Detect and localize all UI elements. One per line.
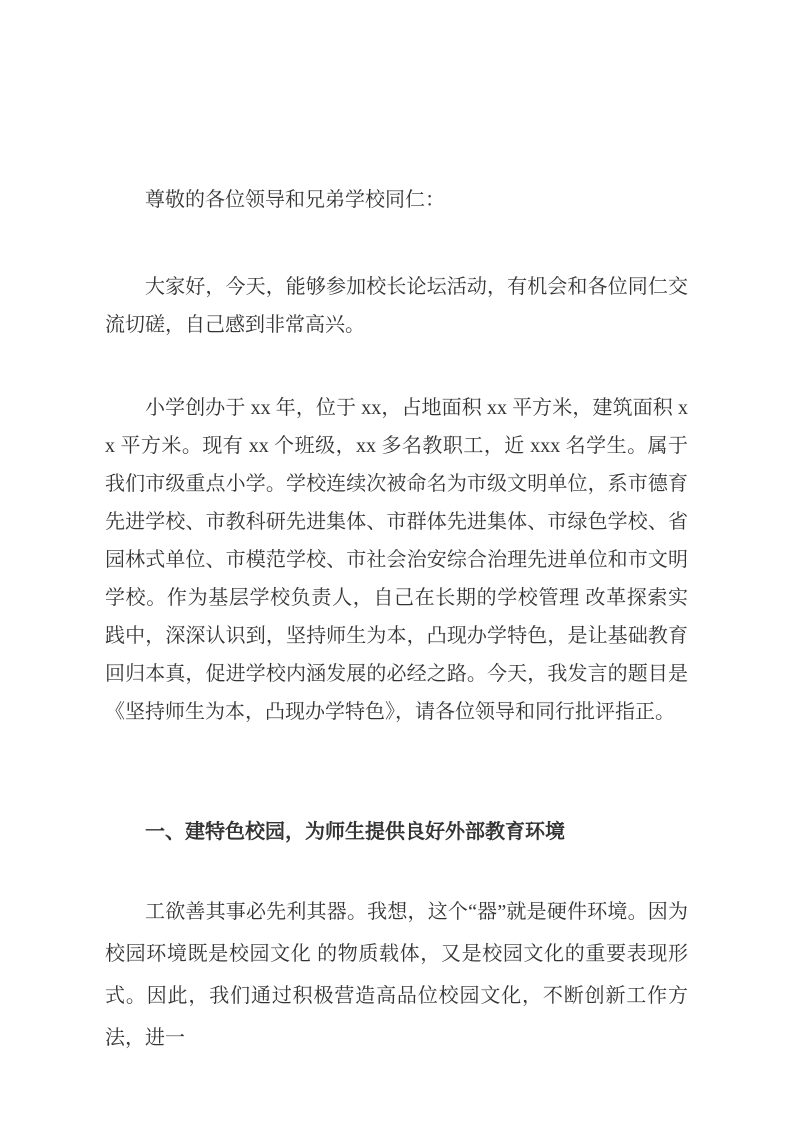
section-heading-1: 一、建特色校园，为师生提供良好外部教育环境 [145, 821, 565, 843]
paragraph-greeting: 大家好，今天，能够参加校长论坛活动，有机会和各位同仁交流切磋，自己感到非常高兴。 [105, 276, 688, 336]
document-content [105, 181, 688, 1059]
paragraph-school-introduction: 小学创办于 xx 年，位于 xx，占地面积 xx 平方米，建筑面积 xx 平方米。现有 xx 个班级，xx 多名教职工，近 xxx 名学生。属于我们市级重点小学。学校连续次被命名为市级文明单位，系市德育先进学校、市教科研先进集体、市群体先进集体、市绿色学校、省园林式单位、市模范学校、市社会治安综合治理先进单位和市文明学校。作为基层学校负责人，自己在长期的学校管理 改革探索实践中，深深认识到，坚持师生为本，凸现办学特色，是让基础教育 回归本真，促进学校内涵发展的必经之路。今天，我发言的题目是《坚持师生为本，凸现办学特色》，请各位领导和同行批评指正。 [105, 397, 688, 723]
salutation-line: 尊敬的各位领导和兄弟学校同仁： [145, 189, 445, 211]
paragraph-campus-environment: 工欲善其事必先利其器。我想，这个“器”就是硬件环境。因为校园环境既是校园文化 的物质载体，又是校园文化的重要表现形式。因此，我们通过积极营造高品位校园文化，不断创新工作方法，进一 [105, 901, 688, 1049]
